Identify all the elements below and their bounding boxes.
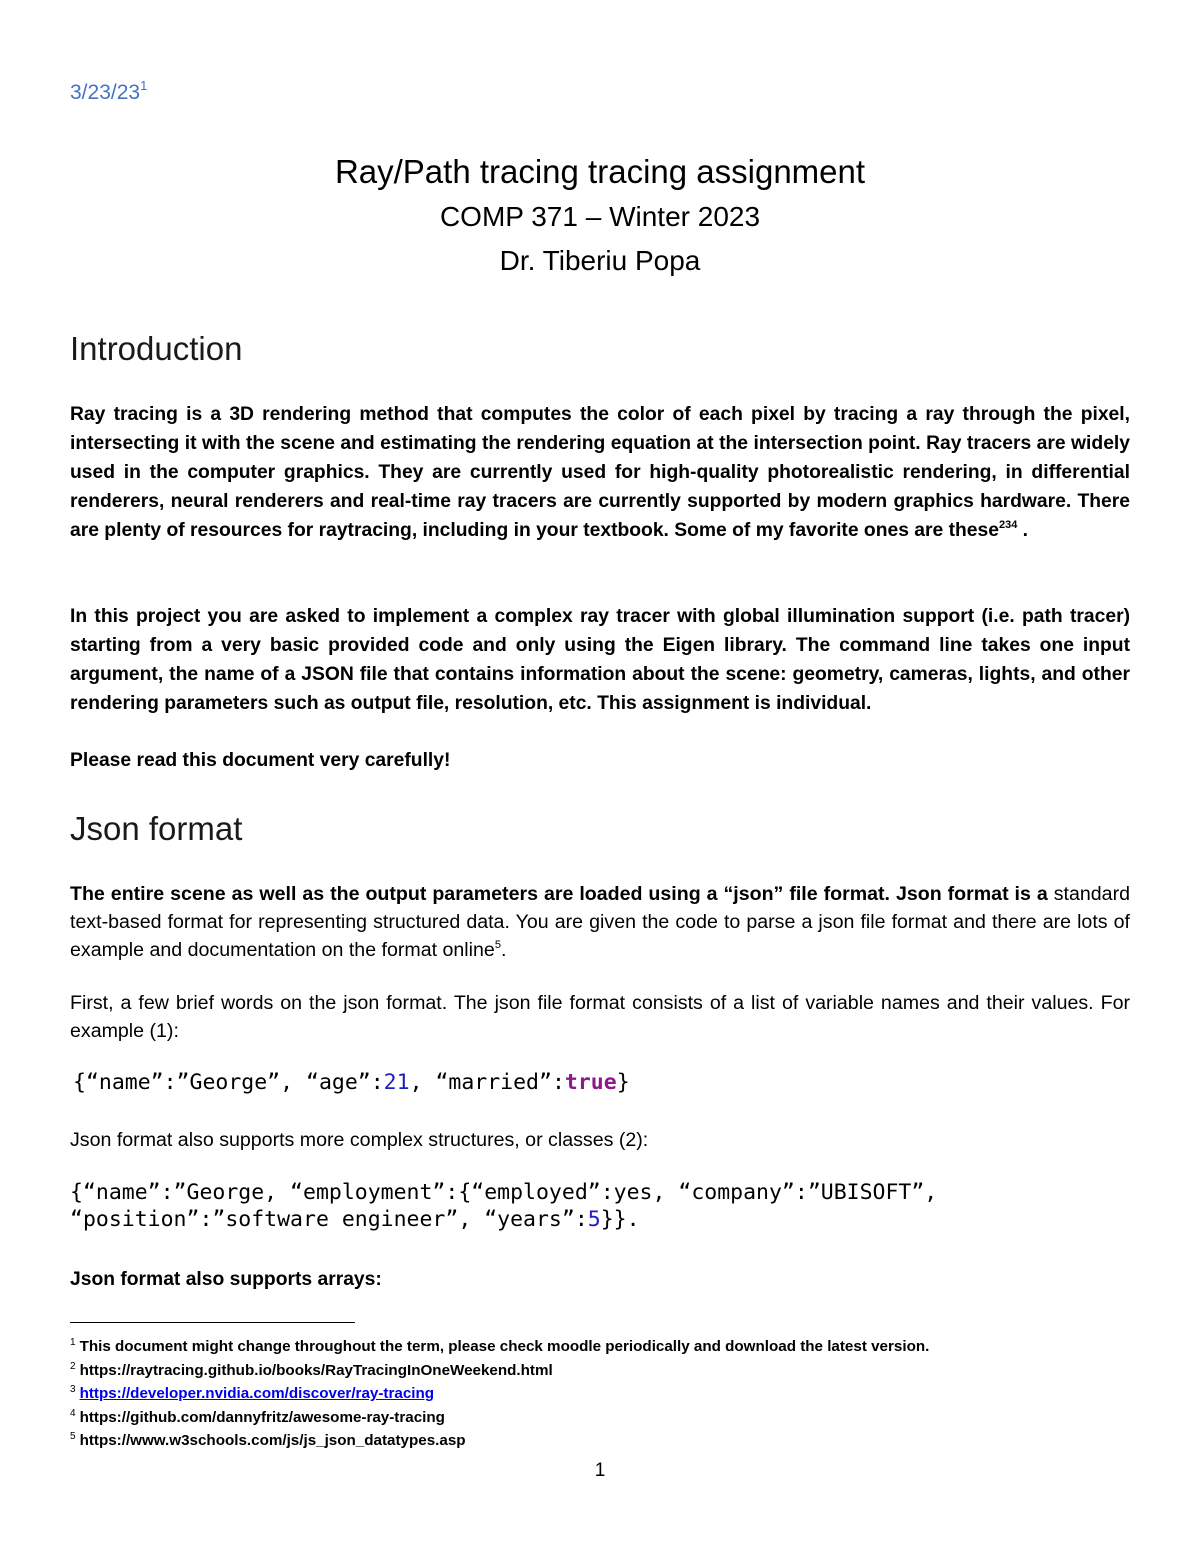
intro-paragraph-2: In this project you are asked to implement a complex ray tracer with global illumination support (i.e. path tracer) starting from a very basic provided code and only using the Eigen library. The command line takes one input argument, the name of a JSON file that contains information about the scene: geometry, cameras, lights, and other rendering parameters such as output file, resolution, etc. This assignment is individual. — [70, 606, 1130, 714]
footnote-5: $^5$ https://www.w3schools.com/js/js_json_datatypes.asp — [70, 1431, 466, 1449]
json-paragraph-1: The entire scene as well as the output parameters are loaded using a “json” file format. Json format is a standard text-based format for representing structured data. You are given the code to parse a json file format and there are lots of example and documentation on the format online$^5$. — [70, 883, 1130, 961]
json-paragraph-2: First, a few brief words on the json format. The json file format consists of a list of variable names and their values. For example (1): — [70, 992, 1130, 1042]
footnote-ref-1[interactable]: 1 — [140, 78, 148, 93]
footnote-3-link[interactable]: https://developer.nvidia.com/discover/ray-tracing — [79, 1385, 435, 1402]
json-example-2: {“name”:”George, “employment”:{“employed”:yes, “company”:”UBISOFT”, “position”:”software engineer”, “years”:5}}. — [70, 1180, 938, 1232]
json-paragraph-4: Json format also supports arrays: — [70, 1269, 382, 1290]
read-carefully-note: Please read this document very carefully! — [70, 750, 451, 771]
page-number: 1 — [594, 1460, 606, 1481]
json-paragraph-3: Json format also supports more complex structures, or classes (2): — [70, 1129, 649, 1151]
course-name: COMP 371 – Winter 2023 — [439, 201, 761, 232]
footnote-ref-5[interactable]: 5 — [494, 939, 501, 951]
title-block — [0, 152, 1200, 279]
footnote-2-link[interactable]: https://raytracing.github.io/books/RayTracingInOneWeekend.html — [79, 1361, 553, 1379]
json-format-heading: Json format — [70, 810, 243, 847]
footnote-2: $^2$ https://raytracing.github.io/books/RayTracingInOneWeekend.html — [70, 1360, 553, 1379]
footnote-1: $^1$ This document might change throughout the term, please check moodle periodically and download the latest version. — [70, 1337, 930, 1355]
document-title: Ray/Path tracing tracing assignment — [334, 153, 866, 190]
footnote-refs-2-3-4[interactable]: 234 — [998, 519, 1018, 531]
introduction-heading: Introduction — [70, 330, 243, 367]
footnote-5-link[interactable]: https://www.w3schools.com/js/js_json_datatypes.asp — [79, 1432, 466, 1449]
intro-paragraph-1: Ray tracing is a 3D rendering method that computes the color of each pixel by tracing a ray through the pixel, intersecting it with the scene and estimating the rendering equation at the intersection point. Ray tracers are widely used in the computer graphics. They are currently used for high-quality photorealistic rendering, in differential renderers, neural renderers and real-time ray tracers are currently supported by modern graphics hardware. There are plenty of resources for raytracing, including in your textbook. Some of my favorite ones are these$^{234}$ . — [70, 404, 1130, 541]
footnote-separator — [70, 1322, 355, 1323]
document-date: $3/23/23^1$ — [70, 78, 148, 104]
json-example-1: {“name”:”George”, “age”:21, “married”:true} — [73, 1070, 630, 1095]
footnote-4: $^4$ https://github.com/dannyfritz/awesome-ray-tracing — [70, 1407, 445, 1426]
footnotes — [70, 1335, 1150, 1453]
author-name: Dr. Tiberiu Popa — [499, 245, 701, 276]
footnote-4-link[interactable]: https://github.com/dannyfritz/awesome-ray-tracing — [79, 1408, 445, 1426]
footnote-3: $^3$ https://developer.nvidia.com/discover/ray-tracing — [70, 1384, 435, 1402]
